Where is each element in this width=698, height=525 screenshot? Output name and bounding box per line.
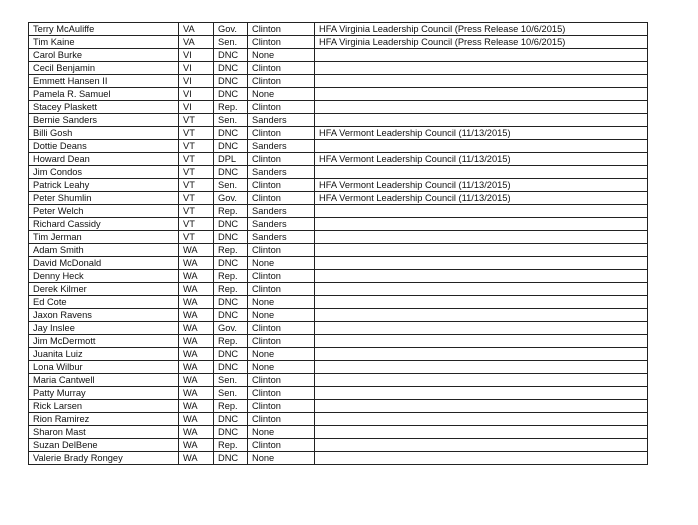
candidate-cell: Clinton <box>248 23 315 36</box>
table-row <box>29 114 648 127</box>
state-cell: VT <box>179 153 214 166</box>
role-cell: DNC <box>214 452 248 465</box>
candidate-cell: Clinton <box>248 439 315 452</box>
note-cell <box>315 62 648 75</box>
state-cell: VA <box>179 36 214 49</box>
candidate-cell: Clinton <box>248 244 315 257</box>
superdelegate-table <box>28 22 648 465</box>
note-cell <box>315 257 648 270</box>
candidate-cell: Sanders <box>248 231 315 244</box>
state-cell: VT <box>179 140 214 153</box>
name-cell: Adam Smith <box>29 244 179 257</box>
role-cell: Rep. <box>214 439 248 452</box>
candidate-cell: Sanders <box>248 205 315 218</box>
state-cell: WA <box>179 296 214 309</box>
name-cell: Maria Cantwell <box>29 374 179 387</box>
candidate-cell: None <box>248 452 315 465</box>
note-cell <box>315 270 648 283</box>
table-body <box>29 23 648 465</box>
candidate-cell: None <box>248 426 315 439</box>
state-cell: WA <box>179 374 214 387</box>
role-cell: Rep. <box>214 270 248 283</box>
note-cell <box>315 205 648 218</box>
note-cell <box>315 75 648 88</box>
candidate-cell: None <box>248 49 315 62</box>
role-cell: DNC <box>214 127 248 140</box>
note-cell <box>315 439 648 452</box>
state-cell: VA <box>179 23 214 36</box>
name-cell: Jaxon Ravens <box>29 309 179 322</box>
role-cell: Rep. <box>214 101 248 114</box>
table-row <box>29 75 648 88</box>
note-cell <box>315 231 648 244</box>
state-cell: VT <box>179 218 214 231</box>
state-cell: VT <box>179 166 214 179</box>
name-cell: Lona Wilbur <box>29 361 179 374</box>
role-cell: DNC <box>214 413 248 426</box>
state-cell: VI <box>179 49 214 62</box>
state-cell: WA <box>179 361 214 374</box>
candidate-cell: Clinton <box>248 192 315 205</box>
name-cell: Patrick Leahy <box>29 179 179 192</box>
role-cell: DNC <box>214 426 248 439</box>
candidate-cell: Sanders <box>248 114 315 127</box>
note-cell <box>315 452 648 465</box>
note-cell <box>315 361 648 374</box>
note-cell <box>315 114 648 127</box>
candidate-cell: Clinton <box>248 322 315 335</box>
table-row <box>29 205 648 218</box>
candidate-cell: Clinton <box>248 101 315 114</box>
name-cell: Suzan DelBene <box>29 439 179 452</box>
candidate-cell: Sanders <box>248 218 315 231</box>
role-cell: Rep. <box>214 283 248 296</box>
note-cell <box>315 322 648 335</box>
name-cell: Pamela R. Samuel <box>29 88 179 101</box>
candidate-cell: Clinton <box>248 400 315 413</box>
table-row <box>29 413 648 426</box>
table-row <box>29 218 648 231</box>
state-cell: VT <box>179 205 214 218</box>
table-row <box>29 62 648 75</box>
role-cell: Sen. <box>214 179 248 192</box>
name-cell: Jay Inslee <box>29 322 179 335</box>
role-cell: Rep. <box>214 400 248 413</box>
name-cell: Carol Burke <box>29 49 179 62</box>
table-row <box>29 166 648 179</box>
name-cell: Denny Heck <box>29 270 179 283</box>
name-cell: Stacey Plaskett <box>29 101 179 114</box>
role-cell: Gov. <box>214 23 248 36</box>
note-cell <box>315 296 648 309</box>
role-cell: DNC <box>214 140 248 153</box>
state-cell: WA <box>179 309 214 322</box>
name-cell: Juanita Luiz <box>29 348 179 361</box>
note-cell <box>315 348 648 361</box>
name-cell: Peter Shumlin <box>29 192 179 205</box>
table-row <box>29 348 648 361</box>
table-row <box>29 439 648 452</box>
role-cell: Rep. <box>214 205 248 218</box>
candidate-cell: None <box>248 361 315 374</box>
state-cell: VI <box>179 88 214 101</box>
table-row <box>29 452 648 465</box>
note-cell <box>315 400 648 413</box>
table-row <box>29 296 648 309</box>
table-row <box>29 322 648 335</box>
state-cell: VT <box>179 179 214 192</box>
state-cell: VT <box>179 114 214 127</box>
name-cell: Rick Larsen <box>29 400 179 413</box>
candidate-cell: Sanders <box>248 140 315 153</box>
role-cell: Rep. <box>214 335 248 348</box>
state-cell: VT <box>179 192 214 205</box>
state-cell: WA <box>179 270 214 283</box>
state-cell: VT <box>179 127 214 140</box>
table-row <box>29 127 648 140</box>
candidate-cell: None <box>248 309 315 322</box>
name-cell: Tim Kaine <box>29 36 179 49</box>
candidate-cell: Clinton <box>248 335 315 348</box>
name-cell: Bernie Sanders <box>29 114 179 127</box>
name-cell: David McDonald <box>29 257 179 270</box>
note-cell <box>315 244 648 257</box>
state-cell: WA <box>179 244 214 257</box>
note-cell: HFA Virginia Leadership Council (Press Release 10/6/2015) <box>315 36 648 49</box>
table-row <box>29 309 648 322</box>
candidate-cell: Clinton <box>248 413 315 426</box>
note-cell <box>315 374 648 387</box>
candidate-cell: Clinton <box>248 36 315 49</box>
role-cell: DNC <box>214 296 248 309</box>
state-cell: WA <box>179 452 214 465</box>
state-cell: WA <box>179 387 214 400</box>
note-cell: HFA Vermont Leadership Council (11/13/2015) <box>315 192 648 205</box>
role-cell: Rep. <box>214 244 248 257</box>
name-cell: Richard Cassidy <box>29 218 179 231</box>
candidate-cell: None <box>248 88 315 101</box>
candidate-cell: Sanders <box>248 166 315 179</box>
table-row <box>29 400 648 413</box>
role-cell: DNC <box>214 361 248 374</box>
note-cell <box>315 218 648 231</box>
state-cell: WA <box>179 348 214 361</box>
table-row <box>29 387 648 400</box>
state-cell: WA <box>179 439 214 452</box>
role-cell: DNC <box>214 166 248 179</box>
note-cell <box>315 426 648 439</box>
name-cell: Rion Ramirez <box>29 413 179 426</box>
role-cell: DNC <box>214 49 248 62</box>
state-cell: WA <box>179 322 214 335</box>
name-cell: Cecil Benjamin <box>29 62 179 75</box>
role-cell: DPL <box>214 153 248 166</box>
note-cell <box>315 101 648 114</box>
name-cell: Billi Gosh <box>29 127 179 140</box>
table-row <box>29 335 648 348</box>
role-cell: Sen. <box>214 114 248 127</box>
table-row <box>29 283 648 296</box>
role-cell: DNC <box>214 231 248 244</box>
note-cell <box>315 49 648 62</box>
table-row <box>29 153 648 166</box>
role-cell: DNC <box>214 257 248 270</box>
note-cell: HFA Vermont Leadership Council (11/13/2015) <box>315 153 648 166</box>
role-cell: Gov. <box>214 192 248 205</box>
table-row <box>29 36 648 49</box>
document-page <box>28 22 648 465</box>
note-cell <box>315 140 648 153</box>
candidate-cell: Clinton <box>248 179 315 192</box>
table-row <box>29 244 648 257</box>
candidate-cell: Clinton <box>248 75 315 88</box>
table-row <box>29 192 648 205</box>
name-cell: Terry McAuliffe <box>29 23 179 36</box>
note-cell <box>315 335 648 348</box>
table-row <box>29 374 648 387</box>
note-cell <box>315 283 648 296</box>
table-row <box>29 179 648 192</box>
name-cell: Howard Dean <box>29 153 179 166</box>
name-cell: Dottie Deans <box>29 140 179 153</box>
note-cell <box>315 88 648 101</box>
name-cell: Tim Jerman <box>29 231 179 244</box>
name-cell: Ed Cote <box>29 296 179 309</box>
role-cell: DNC <box>214 88 248 101</box>
state-cell: WA <box>179 283 214 296</box>
candidate-cell: Clinton <box>248 153 315 166</box>
candidate-cell: Clinton <box>248 387 315 400</box>
name-cell: Patty Murray <box>29 387 179 400</box>
name-cell: Emmett Hansen II <box>29 75 179 88</box>
name-cell: Valerie Brady Rongey <box>29 452 179 465</box>
note-cell <box>315 387 648 400</box>
candidate-cell: Clinton <box>248 127 315 140</box>
role-cell: DNC <box>214 62 248 75</box>
candidate-cell: Clinton <box>248 374 315 387</box>
name-cell: Peter Welch <box>29 205 179 218</box>
note-cell: HFA Virginia Leadership Council (Press Release 10/6/2015) <box>315 23 648 36</box>
state-cell: WA <box>179 400 214 413</box>
name-cell: Jim Condos <box>29 166 179 179</box>
state-cell: VI <box>179 62 214 75</box>
role-cell: DNC <box>214 348 248 361</box>
role-cell: DNC <box>214 218 248 231</box>
candidate-cell: Clinton <box>248 62 315 75</box>
candidate-cell: Clinton <box>248 283 315 296</box>
role-cell: Sen. <box>214 387 248 400</box>
note-cell: HFA Vermont Leadership Council (11/13/2015) <box>315 127 648 140</box>
state-cell: WA <box>179 257 214 270</box>
state-cell: WA <box>179 413 214 426</box>
role-cell: Gov. <box>214 322 248 335</box>
name-cell: Sharon Mast <box>29 426 179 439</box>
table-row <box>29 257 648 270</box>
note-cell <box>315 413 648 426</box>
table-row <box>29 270 648 283</box>
state-cell: WA <box>179 335 214 348</box>
note-cell <box>315 309 648 322</box>
name-cell: Derek Kilmer <box>29 283 179 296</box>
name-cell: Jim McDermott <box>29 335 179 348</box>
state-cell: VI <box>179 101 214 114</box>
table-row <box>29 426 648 439</box>
table-row <box>29 49 648 62</box>
state-cell: VT <box>179 231 214 244</box>
table-row <box>29 101 648 114</box>
state-cell: VI <box>179 75 214 88</box>
candidate-cell: None <box>248 257 315 270</box>
state-cell: WA <box>179 426 214 439</box>
table-row <box>29 361 648 374</box>
role-cell: DNC <box>214 309 248 322</box>
role-cell: Sen. <box>214 36 248 49</box>
candidate-cell: None <box>248 296 315 309</box>
note-cell: HFA Vermont Leadership Council (11/13/2015) <box>315 179 648 192</box>
table-row <box>29 88 648 101</box>
table-row <box>29 140 648 153</box>
role-cell: DNC <box>214 75 248 88</box>
role-cell: Sen. <box>214 374 248 387</box>
candidate-cell: Clinton <box>248 270 315 283</box>
candidate-cell: None <box>248 348 315 361</box>
note-cell <box>315 166 648 179</box>
table-row <box>29 23 648 36</box>
table-row <box>29 231 648 244</box>
